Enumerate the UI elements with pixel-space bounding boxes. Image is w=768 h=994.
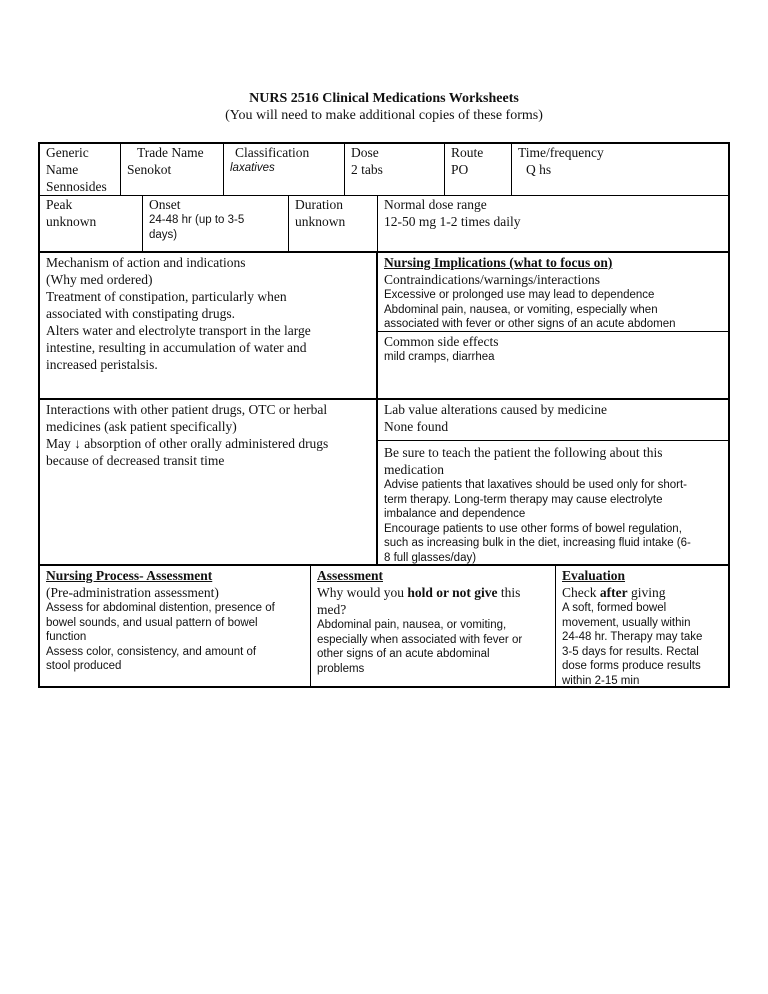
assessment-text: Abdominal pain, nausea, or vomiting,: [317, 619, 507, 631]
route-cell: [445, 144, 511, 178]
teaching-text: 8 full glasses/day): [384, 551, 477, 564]
classification-value: laxatives: [230, 162, 275, 174]
peak-label: Peak: [46, 197, 73, 212]
onset-cell: [143, 196, 288, 242]
teaching-text: such as increasing bulk in the diet, increasing fluid intake (6-: [384, 537, 691, 549]
evaluation-text: A soft, formed bowel: [562, 602, 667, 614]
route-label: Route: [451, 145, 484, 160]
lab-values-section: [378, 401, 730, 435]
mechanism-subheading: (Why med ordered): [46, 272, 153, 287]
classification-cell: [224, 144, 344, 176]
nursing-process-subheading: (Pre-administration assessment): [46, 585, 219, 600]
implication-text: Excessive or prolonged use may lead to dependence: [384, 289, 655, 301]
normal-dose-value: 12-50 mg 1-2 times daily: [384, 214, 521, 229]
dose-label: Dose: [351, 145, 379, 160]
assessment-question-2: med?: [317, 602, 347, 617]
teaching-text: Advise patients that laxatives should be used only for short-: [384, 479, 688, 491]
interactions-text: because of decreased transit time: [46, 453, 225, 468]
evaluation-check: Check after giving: [562, 585, 666, 600]
mechanism-heading: Mechanism of action and indications: [46, 255, 246, 270]
dose-cell: [345, 144, 444, 178]
time-frequency-cell: [512, 144, 728, 178]
assessment-text: other signs of an acute abdominal: [317, 648, 490, 660]
generic-label-2: Name: [46, 162, 79, 177]
side-effects-section: [378, 333, 730, 365]
mechanism-section: [40, 254, 376, 373]
time-value: Q hs: [526, 162, 552, 177]
duration-value: unknown: [295, 214, 346, 229]
evaluation-text: dose forms produce results: [562, 660, 701, 672]
mechanism-text: increased peristalsis.: [46, 357, 158, 372]
evaluation-heading: Evaluation: [562, 568, 626, 583]
evaluation-text: movement, usually within: [562, 616, 691, 629]
duration-cell: [289, 196, 377, 230]
nursing-process-section: [40, 567, 310, 674]
teaching-section: [378, 444, 730, 565]
normal-dose-cell: [378, 196, 728, 230]
assessment-text: problems: [317, 662, 365, 675]
evaluation-text: 3-5 days for results. Rectal: [562, 645, 699, 658]
side-effects-value: mild cramps, diarrhea: [384, 351, 495, 363]
generic-name-cell: [40, 144, 120, 195]
nursing-implications-heading: Nursing Implications (what to focus on): [384, 255, 613, 270]
mechanism-text: intestine, resulting in accumulation of water and: [46, 340, 307, 355]
time-label: Time/frequency: [518, 145, 604, 160]
side-effects-heading: Common side effects: [384, 334, 499, 349]
page-title: NURS 2516 Clinical Medications Worksheets: [249, 91, 519, 106]
evaluation-text: within 2-15 min: [562, 674, 640, 687]
nursing-process-text: Assess for abdominal distention, presence of: [46, 602, 275, 614]
implication-text: Abdominal pain, nausea, or vomiting, especially when: [384, 303, 658, 316]
nursing-process-text: bowel sounds, and usual pattern of bowel: [46, 616, 258, 629]
peak-cell: [40, 196, 142, 230]
evaluation-text: 24-48 hr. Therapy may take: [562, 631, 703, 643]
teaching-text: Encourage patients to use other forms of bowel regulation,: [384, 522, 682, 535]
assessment-section: [311, 567, 555, 676]
lab-values-heading: Lab value alterations caused by medicine: [384, 402, 608, 417]
interactions-heading: Interactions with other patient drugs, OTC or herbal: [46, 402, 328, 417]
nursing-process-text: Assess color, consistency, and amount of: [46, 645, 257, 658]
lab-values-value: None found: [384, 419, 449, 434]
trade-value: Senokot: [127, 162, 172, 177]
assessment-heading: Assessment: [317, 568, 383, 583]
duration-label: Duration: [295, 197, 343, 212]
trade-name-cell: [121, 144, 223, 178]
assessment-text: especially when associated with fever or: [317, 633, 523, 646]
interactions-heading-2: medicines (ask patient specifically): [46, 419, 237, 434]
route-value: PO: [451, 162, 469, 177]
onset-value: 24-48 hr (up to 3-5: [149, 214, 245, 226]
mechanism-text: associated with constipating drugs.: [46, 306, 235, 321]
trade-label: Trade Name: [137, 145, 204, 160]
teaching-text: imbalance and dependence: [384, 508, 526, 520]
dose-value: 2 tabs: [351, 162, 383, 177]
interactions-text: May ↓ absorption of other orally administered drugs: [46, 436, 329, 451]
contraindications-subheading: Contraindications/warnings/interactions: [384, 272, 600, 287]
teaching-text: term therapy. Long-term therapy may cause electrolyte: [384, 493, 663, 506]
teaching-heading: Be sure to teach the patient the following about this: [384, 445, 663, 460]
nursing-implications-section: [378, 254, 730, 332]
page-subtitle: (You will need to make additional copies of these forms): [225, 108, 543, 123]
nursing-process-text: stool produced: [46, 660, 122, 672]
interactions-section: [40, 401, 376, 469]
mechanism-text: Treatment of constipation, particularly when: [46, 289, 287, 304]
nursing-process-text: function: [46, 631, 87, 643]
assessment-question: Why would you hold or not give this: [317, 585, 521, 600]
implication-text: associated with fever or other signs of an acute abdomen: [384, 318, 676, 330]
onset-label: Onset: [149, 197, 181, 212]
generic-value: Sennosides: [46, 179, 107, 194]
teaching-heading-2: medication: [384, 462, 444, 477]
onset-value-2: days): [149, 228, 178, 241]
nursing-process-heading: Nursing Process- Assessment: [46, 568, 213, 583]
evaluation-section: [556, 567, 730, 688]
generic-label: Generic: [46, 145, 89, 160]
mechanism-text: Alters water and electrolyte transport in the large: [46, 323, 311, 338]
peak-value: unknown: [46, 214, 97, 229]
classification-label: Classification: [235, 145, 310, 160]
normal-dose-label: Normal dose range: [384, 197, 487, 212]
